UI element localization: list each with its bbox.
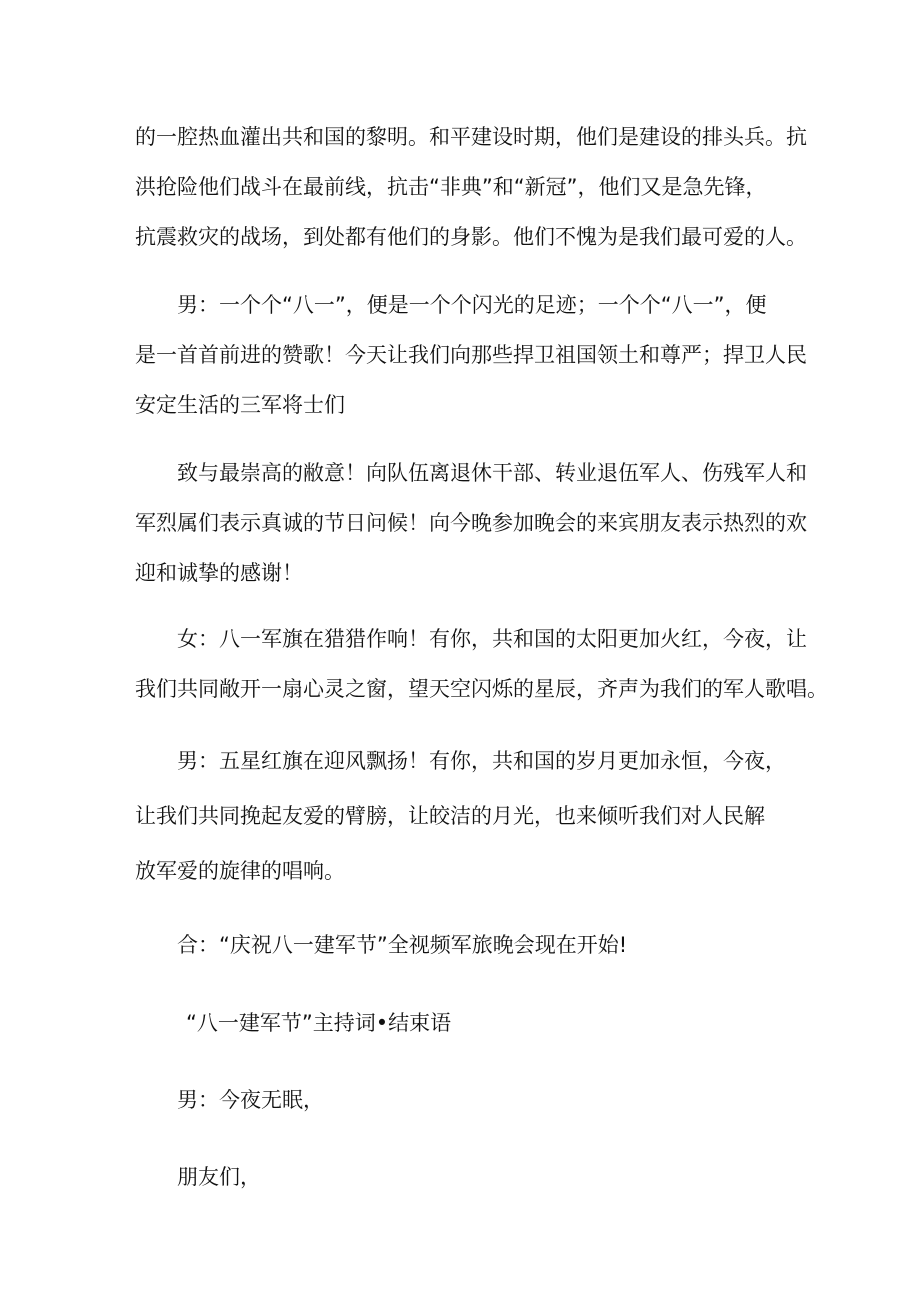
section-heading: “八一建军节”主持词•结束语 [186,1011,452,1035]
text-line: 放军爱的旋律的唱响。 [135,859,345,883]
text-line: 的一腔热血灌出共和国的黎明。和平建设时期，他们是建设的排头兵。抗 [135,125,807,149]
text-line: 朋友们， [177,1165,261,1189]
text-line: 让我们共同挽起友爱的臂膀，让皎洁的月光，也来倾听我们对人民解 [135,804,765,828]
text-line: 我们共同敞开一扇心灵之窗，望天空闪烁的星辰，齐声为我们的军人歌唱。 [135,677,828,701]
text-line: 男：今夜无眠， [177,1088,324,1112]
text-line: 抗震救灾的战场，到处都有他们的身影。他们不愧为是我们最可爱的人。 [135,225,807,249]
text-line: 男：一个个“八一”，便是一个个闪光的足迹；一个个“八一”，便 [177,293,767,317]
text-line: 合：“庆祝八一建军节”全视频军旅晚会现在开始! [177,933,628,957]
text-line: 洪抢险他们战斗在最前线，抗击“非典”和“新冠”，他们又是急先锋， [135,175,767,199]
text-line: 安定生活的三军将士们 [135,393,345,417]
text-line: 迎和诚挚的感谢！ [135,561,303,585]
text-line: 男：五星红旗在迎风飘扬！有你，共和国的岁月更加永恒，今夜， [177,749,786,773]
text-line: 女：八一军旗在猎猎作响！有你，共和国的太阳更加火红，今夜，让 [177,627,807,651]
text-line: 军烈属们表示真诚的节日问候！向今晚参加晚会的来宾朋友表示热烈的欢 [135,511,807,535]
text-line: 致与最崇高的敝意！向队伍离退休干部、转业退伍军人、伤残军人和 [177,461,807,485]
text-line: 是一首首前进的赞歌！今天让我们向那些捍卫祖国领土和尊严；捍卫人民 [135,343,807,367]
